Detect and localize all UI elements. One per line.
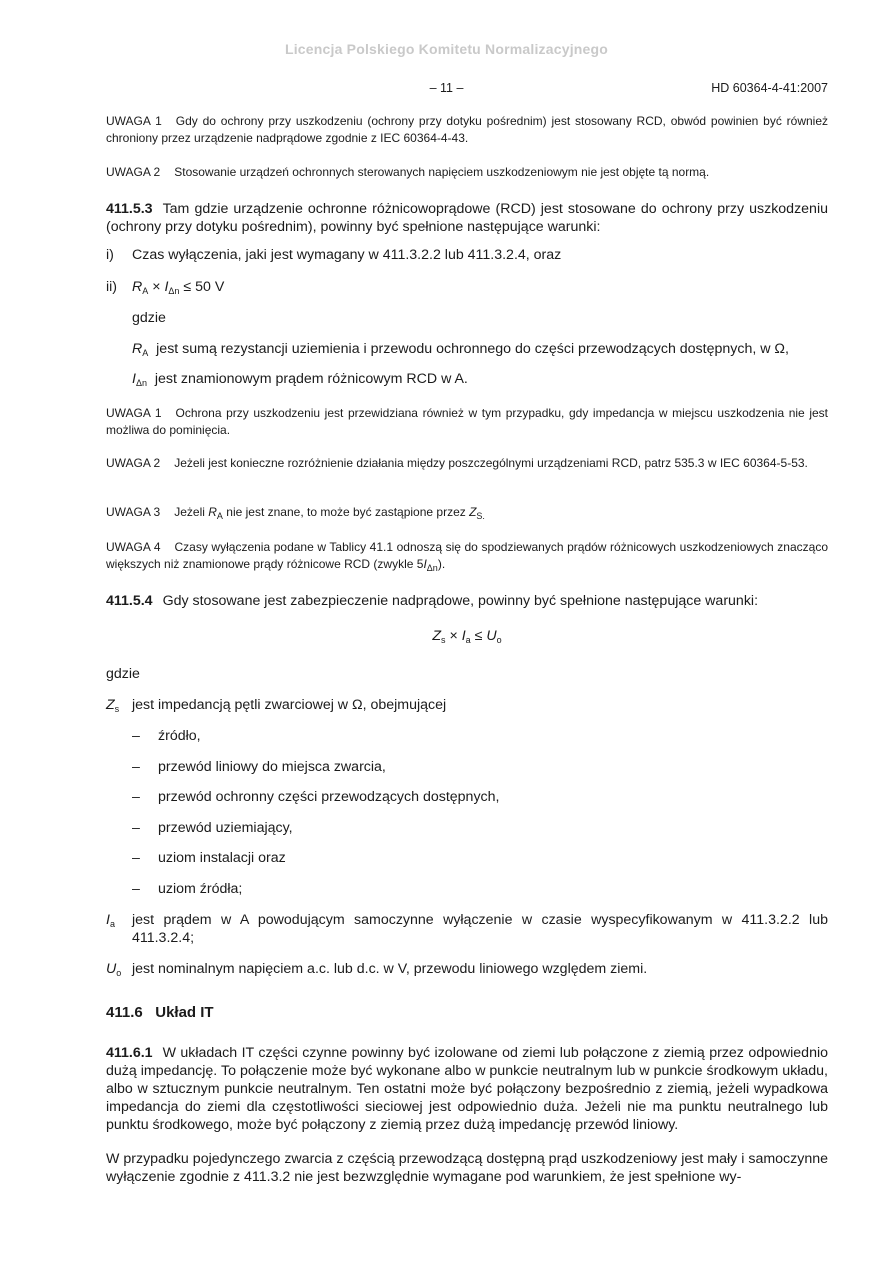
condition-i: [106, 246, 828, 264]
list-item: – uziom instalacji oraz: [132, 850, 286, 866]
clause-number: 411.5.3: [106, 201, 153, 217]
page-number: – 11 –: [429, 81, 464, 95]
license-watermark: Licencja Polskiego Komitetu Normalizacyjnego: [284, 41, 609, 57]
item-text: Czas wyłączenia, jaki jest wymagany w 411.3.2.2 lub 411.3.2.4, oraz: [132, 247, 562, 263]
list-item: – przewód uziemiający,: [132, 820, 293, 836]
list-item: – uziom źródła;: [132, 881, 243, 897]
note-ra-unknown: UWAGA 3 Jeżeli $R_A$ nie jest znane, to może być zastąpione przez $Z_{S.}$: [106, 505, 485, 521]
formula-zs-ia-uo: $Z_s \times I_a \le U_o$: [432, 628, 502, 645]
definition-idn: $I_{\Delta n}$ jest znamionowym prądem różnicowym RCD w A.: [132, 371, 468, 388]
item-label: ii): [106, 279, 118, 295]
definition-uo: $U_o$ jest nominalnym napięciem a.c. lub d.c. w V, przewodu liniowego względem ziemi.: [106, 961, 648, 978]
clause-text: Tam gdzie urządzenie ochronne różnicowoprądowe (RCD) jest stosowane do ochrony przy uszkodzeniu (ochrony przy dotyku pośrednim), powinny być spełnione następujące warunki:: [106, 201, 828, 235]
note-tag: UWAGA 1: [106, 114, 162, 128]
clause-text: Gdy stosowane jest zabezpieczenie nadprądowe, powinny być spełnione następujące warunki:: [162, 593, 759, 609]
paragraph-single-fault: W przypadku pojedynczego zwarcia z częścią przewodzącą dostępną prąd uszkodzeniowy jest mały i samoczynne wyłączenie zgodnie z 411.3.2 nie jest bezwzględnie wymagane pod warunkiem, że jest spełnione wy-: [106, 1151, 828, 1185]
item-label: i): [106, 247, 114, 263]
clause-411-6-1: 411.6.1 W układach IT części czynne powinny być izolowane od ziemi lub połączone z ziemią przez odpowiednio dużą impedancję. To połączenie może być wykonane albo w punkcie neutralnym lub w punkcie środkowym układu, albo w sztucznym punkcie neutralnym. Ten ostatni może być połączony bezpośrednio z ziemią, jeżeli wypadkowa impedancja do ziemi dla częstotliwości sieciowej jest odpowiednio duża. Jeżeli nie ma punktu neutralnego lub punktu środkowego, może być połączony z ziemią przez dużą impedancję przewód liniowy.: [106, 1045, 828, 1133]
definition-ra: $R_A$ jest sumą rezystancji uziemienia i przewodu ochronnego do części przewodzących dostępnych, w Ω,: [132, 341, 789, 358]
note-disconnection-times: UWAGA 4 Czasy wyłączenia podane w Tablicy 41.1 odnoszą się do spodziewanych prądów różnicowych uszkodzeniowych znacząco większych niż znamionowe prądy różnicowe RCD (zwykle $5I_{\Delta n}$).: [106, 540, 828, 573]
formula-ra-idn: $R_A \times I_{\Delta n} \le 50$ V: [132, 279, 225, 296]
clause-411-5-4: [106, 592, 828, 610]
definition-zs: $Z_s$ jest impedancją pętli zwarciowej w Ω, obejmującej: [106, 697, 447, 714]
note-impedance: UWAGA 1 Ochrona przy uszkodzeniu jest przewidziana również w tym przypadku, gdy impedancja w miejscu uszkodzenia nie jest możliwa do pominięcia.: [106, 406, 828, 437]
condition-ii: [106, 278, 828, 296]
note-tag: UWAGA 2: [106, 165, 161, 179]
note-selectivity: UWAGA 2 Jeżeli jest konieczne rozróżnienie działania między poszczególnymi urządzeniami RCD, patrz 535.3 w IEC 60364-5-53.: [106, 456, 808, 470]
note-rcd-overcurrent: [106, 113, 828, 147]
section-heading-411-6: 411.6 Układ IT: [106, 1004, 214, 1021]
clause-number: 411.5.4: [106, 593, 153, 609]
definition-ia: $I_a$ jest prądem w A powodującym samoczynne wyłączenie w czasie wyspecyfikowanym w 411.3.2.2 lub 411.3.2.4;: [106, 912, 828, 946]
list-item: – przewód ochronny części przewodzących dostępnych,: [132, 789, 500, 805]
clause-411-5-3: [106, 200, 828, 236]
note-text: Gdy do ochrony przy uszkodzeniu (ochrony przy dotyku pośrednim) jest stosowany RCD, obwód powinien być również chroniony przez urządzenie nadprądowe zgodnie z IEC 60364-4-43.: [106, 114, 829, 145]
list-item: – źródło,: [132, 728, 201, 744]
note-voltage-devices: [106, 164, 828, 181]
where-label: gdzie: [132, 310, 166, 326]
where-label: gdzie: [106, 666, 140, 682]
list-item: – przewód liniowy do miejsca zwarcia,: [132, 759, 386, 775]
note-text: Stosowanie urządzeń ochronnych sterowanych napięciem uszkodzeniowym nie jest objęte tą normą.: [174, 165, 710, 179]
document-id: HD 60364-4-41:2007: [711, 81, 828, 95]
